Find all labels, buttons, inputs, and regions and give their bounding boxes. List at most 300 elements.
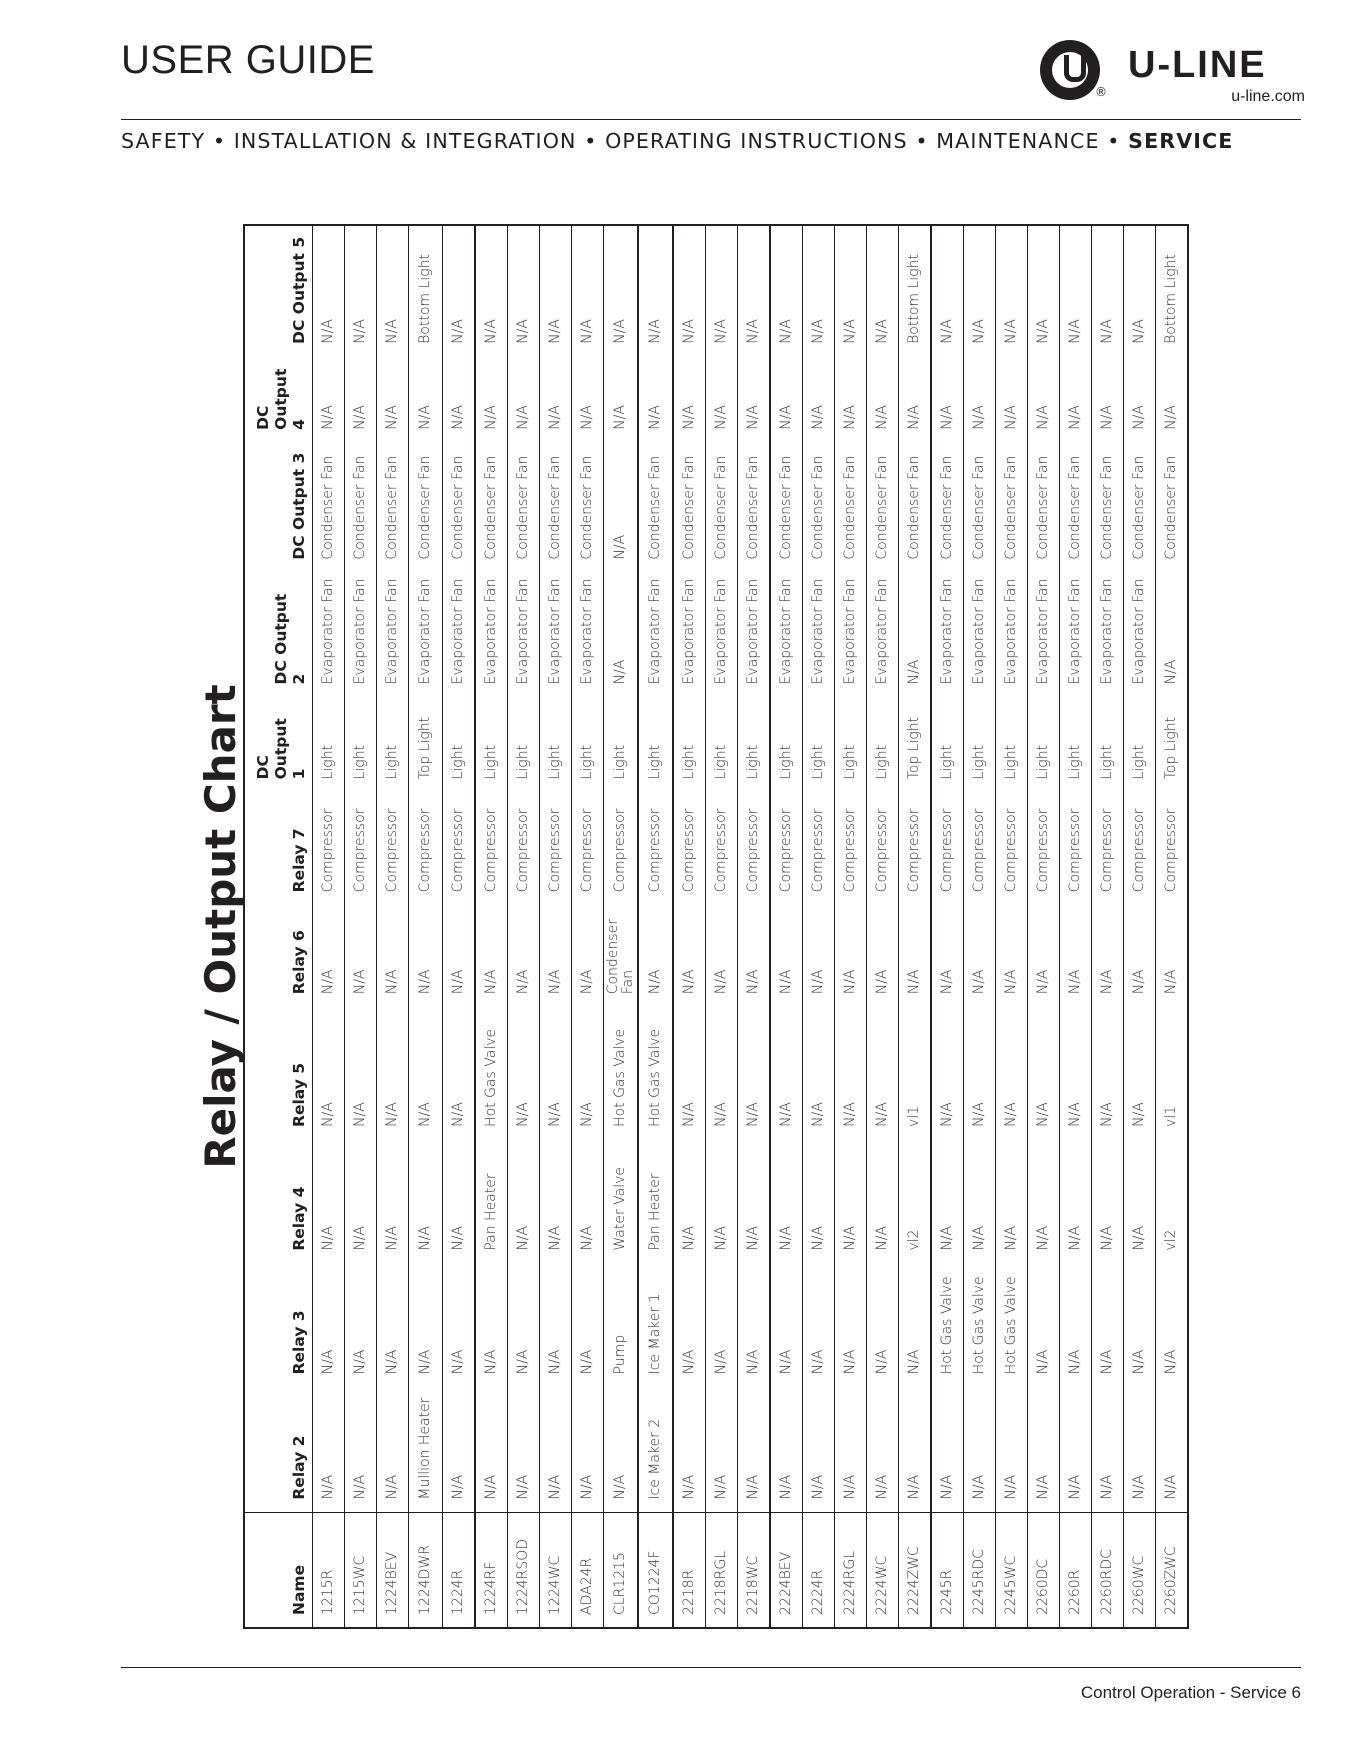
- table-cell: Compressor: [638, 791, 673, 904]
- table-cell: N/A: [377, 1386, 409, 1512]
- table-cell: N/A: [1156, 904, 1189, 1006]
- table-cell: Evaporator Fan: [345, 572, 377, 697]
- model-name-cell: 2260RDC: [1092, 1512, 1124, 1628]
- table-cell: N/A: [313, 1263, 345, 1387]
- table-cell: N/A: [377, 1139, 409, 1263]
- table-cell: N/A: [1092, 1006, 1124, 1139]
- table-cell: N/A: [377, 904, 409, 1006]
- table-row: [1092, 225, 1124, 1628]
- table-cell: N/A: [803, 1139, 835, 1263]
- table-cell: N/A: [770, 1139, 803, 1263]
- table-cell: N/A: [803, 1006, 835, 1139]
- table-cell: Top Light: [409, 696, 443, 791]
- table-cell: Light: [638, 696, 673, 791]
- header-divider: [121, 119, 1301, 120]
- nav-separator: •: [915, 129, 929, 153]
- model-name-cell: 2224RGL: [835, 1512, 867, 1628]
- model-name-cell: 1224RF: [475, 1512, 508, 1628]
- table-cell: N/A: [345, 225, 377, 356]
- table-cell: N/A: [964, 1139, 996, 1263]
- table-cell: Light: [1060, 696, 1092, 791]
- table-cell: N/A: [738, 356, 771, 442]
- table-cell: Compressor: [1028, 791, 1060, 904]
- table-cell: N/A: [1124, 1139, 1156, 1263]
- col-header-relay-3: Relay 3: [244, 1263, 313, 1387]
- table-cell: Hot Gas Valve: [964, 1263, 996, 1387]
- model-name-cell: 1224BEV: [377, 1512, 409, 1628]
- table-cell: N/A: [931, 1386, 964, 1512]
- table-cell: N/A: [1124, 225, 1156, 356]
- table-cell: N/A: [835, 356, 867, 442]
- table-cell: N/A: [572, 356, 604, 442]
- table-cell: Evaporator Fan: [673, 572, 706, 697]
- table-cell: Light: [706, 696, 738, 791]
- table-cell: N/A: [867, 1386, 899, 1512]
- table-cell: N/A: [508, 1263, 540, 1387]
- table-cell: N/A: [1028, 225, 1060, 356]
- table-cell: N/A: [867, 1006, 899, 1139]
- table-cell: N/A: [673, 225, 706, 356]
- table-cell: N/A: [443, 356, 476, 442]
- table-cell: N/A: [899, 1386, 932, 1512]
- table-cell: Evaporator Fan: [964, 572, 996, 697]
- table-cell: Compressor: [1092, 791, 1124, 904]
- brand-name: U-LINE: [1128, 44, 1267, 86]
- table-cell: N/A: [867, 904, 899, 1006]
- table-cell: N/A: [443, 904, 476, 1006]
- table-cell: N/A: [673, 1139, 706, 1263]
- col-header-relay-4: Relay 4: [244, 1139, 313, 1263]
- table-cell: Compressor: [604, 791, 639, 904]
- table-cell: Water Valve: [604, 1139, 639, 1263]
- table-cell: N/A: [572, 1263, 604, 1387]
- nav-item-service: SERVICE: [1128, 129, 1234, 153]
- table-cell: N/A: [770, 356, 803, 442]
- table-cell: vl2: [899, 1139, 932, 1263]
- table-cell: N/A: [1092, 904, 1124, 1006]
- table-cell: N/A: [540, 356, 572, 442]
- table-cell: N/A: [443, 1263, 476, 1387]
- table-cell: N/A: [1124, 904, 1156, 1006]
- nav-item-operating: OPERATING INSTRUCTIONS: [605, 129, 908, 153]
- table-cell: N/A: [738, 1263, 771, 1387]
- table-cell: Light: [803, 696, 835, 791]
- table-cell: N/A: [738, 225, 771, 356]
- table-row: [931, 225, 964, 1628]
- table-cell: Condenser Fan: [770, 442, 803, 572]
- table-row: [508, 225, 540, 1628]
- table-cell: N/A: [835, 1386, 867, 1512]
- table-cell: Compressor: [540, 791, 572, 904]
- table-cell: N/A: [377, 1263, 409, 1387]
- table-cell: Compressor: [996, 791, 1028, 904]
- table-row: [345, 225, 377, 1628]
- table-cell: Condenser Fan: [345, 442, 377, 572]
- table-cell: N/A: [540, 1139, 572, 1263]
- chart-title: Relay / Output Chart: [196, 684, 245, 1169]
- table-cell: N/A: [770, 1263, 803, 1387]
- table-cell: N/A: [345, 1263, 377, 1387]
- table-cell: Light: [867, 696, 899, 791]
- table-row: [377, 225, 409, 1628]
- table-cell: Compressor: [572, 791, 604, 904]
- table-cell: Compressor: [964, 791, 996, 904]
- table-cell: N/A: [443, 1006, 476, 1139]
- table-cell: N/A: [508, 1386, 540, 1512]
- model-name-cell: 2245RDC: [964, 1512, 996, 1628]
- table-cell: Compressor: [313, 791, 345, 904]
- model-name-cell: 1224WC: [540, 1512, 572, 1628]
- table-row: [1124, 225, 1156, 1628]
- footer-divider: [121, 1667, 1301, 1668]
- model-name-cell: CLR1215: [604, 1512, 639, 1628]
- table-cell: N/A: [1092, 1386, 1124, 1512]
- table-cell: N/A: [1060, 1386, 1092, 1512]
- table-cell: N/A: [409, 1263, 443, 1387]
- u-line-logo: [1040, 38, 1305, 108]
- table-cell: N/A: [1092, 356, 1124, 442]
- table-cell: N/A: [345, 1139, 377, 1263]
- table-cell: N/A: [1060, 904, 1092, 1006]
- table-cell: N/A: [835, 1139, 867, 1263]
- table-cell: N/A: [313, 1386, 345, 1512]
- table-row: [867, 225, 899, 1628]
- table-row: [706, 225, 738, 1628]
- table-cell: Light: [572, 696, 604, 791]
- model-name-cell: 2218R: [673, 1512, 706, 1628]
- table-cell: N/A: [899, 572, 932, 697]
- table-cell: Evaporator Fan: [1124, 572, 1156, 697]
- table-cell: N/A: [996, 356, 1028, 442]
- table-cell: N/A: [964, 1006, 996, 1139]
- table-cell: Condenser Fan: [867, 442, 899, 572]
- table-cell: N/A: [443, 225, 476, 356]
- table-cell: N/A: [409, 356, 443, 442]
- table-cell: N/A: [604, 225, 639, 356]
- table-cell: N/A: [572, 1139, 604, 1263]
- table-cell: Evaporator Fan: [572, 572, 604, 697]
- table-cell: Hot Gas Valve: [475, 1006, 508, 1139]
- table-cell: vl1: [1156, 1006, 1189, 1139]
- nav-separator: •: [212, 129, 227, 153]
- table-row: [638, 225, 673, 1628]
- table-cell: N/A: [1156, 1263, 1189, 1387]
- table-cell: Evaporator Fan: [931, 572, 964, 697]
- table-cell: N/A: [706, 1386, 738, 1512]
- table-cell: N/A: [475, 1386, 508, 1512]
- table-cell: Compressor: [835, 791, 867, 904]
- table-cell: Compressor: [508, 791, 540, 904]
- table-cell: Condenser Fan: [931, 442, 964, 572]
- table-cell: Light: [508, 696, 540, 791]
- table-cell: Light: [604, 696, 639, 791]
- col-header-dc-output-1: DC Output 1: [244, 696, 313, 791]
- table-row: [572, 225, 604, 1628]
- table-cell: Condenser Fan: [604, 904, 639, 1006]
- table-cell: N/A: [572, 1386, 604, 1512]
- col-header-relay-6: Relay 6: [244, 904, 313, 1006]
- table-cell: N/A: [1092, 1263, 1124, 1387]
- table-cell: Compressor: [1060, 791, 1092, 904]
- table-cell: N/A: [377, 1006, 409, 1139]
- table-cell: N/A: [706, 225, 738, 356]
- table-cell: N/A: [1028, 1263, 1060, 1387]
- table-cell: Light: [443, 696, 476, 791]
- table-cell: Condenser Fan: [313, 442, 345, 572]
- table-cell: Compressor: [803, 791, 835, 904]
- table-cell: Bottom Light: [899, 225, 932, 356]
- table-cell: Light: [738, 696, 771, 791]
- table-cell: Hot Gas Valve: [996, 1263, 1028, 1387]
- table-cell: N/A: [638, 356, 673, 442]
- table-header-row: [244, 225, 313, 1628]
- table-cell: Condenser Fan: [638, 442, 673, 572]
- model-name-cell: 2224BEV: [770, 1512, 803, 1628]
- table-cell: Evaporator Fan: [475, 572, 508, 697]
- table-cell: N/A: [770, 225, 803, 356]
- table-cell: N/A: [738, 1386, 771, 1512]
- table-cell: Evaporator Fan: [706, 572, 738, 697]
- table-cell: Condenser Fan: [706, 442, 738, 572]
- table-cell: Bottom Light: [1156, 225, 1189, 356]
- table-cell: N/A: [964, 904, 996, 1006]
- table-cell: Condenser Fan: [996, 442, 1028, 572]
- table-cell: N/A: [475, 225, 508, 356]
- table-cell: N/A: [931, 1006, 964, 1139]
- table-cell: Evaporator Fan: [996, 572, 1028, 697]
- table-cell: Compressor: [345, 791, 377, 904]
- model-name-cell: 1224DWR: [409, 1512, 443, 1628]
- table-cell: Evaporator Fan: [409, 572, 443, 697]
- table-cell: N/A: [1092, 1139, 1124, 1263]
- table-cell: Evaporator Fan: [1028, 572, 1060, 697]
- table-cell: Condenser Fan: [409, 442, 443, 572]
- table-cell: N/A: [803, 1263, 835, 1387]
- table-cell: N/A: [964, 1386, 996, 1512]
- table-cell: N/A: [673, 1386, 706, 1512]
- table-cell: N/A: [638, 225, 673, 356]
- table-row: [1060, 225, 1092, 1628]
- table-cell: N/A: [1124, 1386, 1156, 1512]
- table-cell: N/A: [540, 1263, 572, 1387]
- table-cell: N/A: [409, 904, 443, 1006]
- table-cell: Evaporator Fan: [377, 572, 409, 697]
- table-cell: N/A: [996, 904, 1028, 1006]
- table-cell: Condenser Fan: [673, 442, 706, 572]
- model-name-cell: CO1224F: [638, 1512, 673, 1628]
- table-cell: N/A: [1060, 356, 1092, 442]
- table-cell: N/A: [1028, 1006, 1060, 1139]
- table-cell: Compressor: [738, 791, 771, 904]
- table-cell: N/A: [706, 1263, 738, 1387]
- table-cell: Evaporator Fan: [770, 572, 803, 697]
- table-row: [738, 225, 771, 1628]
- table-cell: N/A: [931, 904, 964, 1006]
- table-cell: N/A: [1156, 572, 1189, 697]
- model-name-cell: 2224ZWC: [899, 1512, 932, 1628]
- table-cell: N/A: [706, 904, 738, 1006]
- table-cell: N/A: [572, 904, 604, 1006]
- table-cell: Condenser Fan: [964, 442, 996, 572]
- table-cell: N/A: [313, 904, 345, 1006]
- model-name-cell: 1224RSOD: [508, 1512, 540, 1628]
- table-cell: N/A: [475, 356, 508, 442]
- table-cell: N/A: [1028, 1139, 1060, 1263]
- table-cell: N/A: [1092, 225, 1124, 356]
- table-row: [770, 225, 803, 1628]
- table-cell: N/A: [604, 572, 639, 697]
- table-cell: N/A: [738, 1139, 771, 1263]
- model-name-cell: 2260DC: [1028, 1512, 1060, 1628]
- model-name-cell: ADA24R: [572, 1512, 604, 1628]
- table-cell: N/A: [508, 904, 540, 1006]
- table-cell: N/A: [738, 1006, 771, 1139]
- table-cell: Light: [673, 696, 706, 791]
- table-cell: Evaporator Fan: [638, 572, 673, 697]
- table-cell: Condenser Fan: [835, 442, 867, 572]
- table-cell: N/A: [899, 356, 932, 442]
- table-cell: Compressor: [409, 791, 443, 904]
- table-cell: N/A: [1124, 1006, 1156, 1139]
- table-cell: N/A: [964, 356, 996, 442]
- col-header-relay-5: Relay 5: [244, 1006, 313, 1139]
- nav-separator: •: [1107, 129, 1121, 153]
- table-cell: N/A: [1060, 225, 1092, 356]
- table-cell: Compressor: [1156, 791, 1189, 904]
- table-cell: N/A: [377, 356, 409, 442]
- table-cell: N/A: [475, 904, 508, 1006]
- table-cell: N/A: [1156, 356, 1189, 442]
- table-cell: N/A: [313, 225, 345, 356]
- table-cell: N/A: [803, 356, 835, 442]
- model-name-cell: 2260WC: [1124, 1512, 1156, 1628]
- col-header-relay-2: Relay 2: [244, 1386, 313, 1512]
- table-cell: N/A: [508, 1139, 540, 1263]
- col-header-dc-output-5: DC Output 5: [244, 225, 313, 356]
- table-cell: N/A: [803, 904, 835, 1006]
- table-cell: Compressor: [443, 791, 476, 904]
- table-cell: N/A: [1156, 1386, 1189, 1512]
- table-cell: Condenser Fan: [1060, 442, 1092, 572]
- model-name-cell: 1215R: [313, 1512, 345, 1628]
- table-cell: N/A: [604, 1386, 639, 1512]
- table-cell: Evaporator Fan: [443, 572, 476, 697]
- table-cell: N/A: [443, 1386, 476, 1512]
- registered-mark: ®: [1095, 85, 1107, 99]
- table-cell: N/A: [1124, 356, 1156, 442]
- table-cell: Condenser Fan: [1156, 442, 1189, 572]
- table-cell: N/A: [867, 225, 899, 356]
- table-cell: N/A: [540, 1006, 572, 1139]
- table-cell: Compressor: [377, 791, 409, 904]
- table-cell: Bottom Light: [409, 225, 443, 356]
- table-cell: N/A: [931, 225, 964, 356]
- table-cell: Light: [345, 696, 377, 791]
- table-cell: Compressor: [475, 791, 508, 904]
- website: u-line.com: [1231, 88, 1305, 105]
- table-cell: N/A: [996, 1386, 1028, 1512]
- table-cell: Light: [540, 696, 572, 791]
- page-footer: Control Operation - Service 6: [1080, 1683, 1301, 1702]
- table-cell: N/A: [964, 225, 996, 356]
- table-cell: Pump: [604, 1263, 639, 1387]
- table-cell: N/A: [1028, 1386, 1060, 1512]
- table-row: [964, 225, 996, 1628]
- table-cell: Light: [313, 696, 345, 791]
- table-cell: N/A: [572, 1006, 604, 1139]
- table-cell: Compressor: [770, 791, 803, 904]
- rotated-chart: [196, 224, 1196, 1629]
- table-cell: N/A: [1060, 1006, 1092, 1139]
- table-cell: Hot Gas Valve: [638, 1006, 673, 1139]
- table-cell: N/A: [604, 356, 639, 442]
- table-cell: N/A: [706, 1139, 738, 1263]
- table-cell: N/A: [673, 1263, 706, 1387]
- model-name-cell: 2218RGL: [706, 1512, 738, 1628]
- table-cell: Condenser Fan: [1124, 442, 1156, 572]
- table-cell: Condenser Fan: [508, 442, 540, 572]
- table-cell: N/A: [996, 225, 1028, 356]
- table-row: [475, 225, 508, 1628]
- table-cell: Light: [475, 696, 508, 791]
- table-cell: N/A: [409, 1006, 443, 1139]
- nav-separator: •: [584, 129, 598, 153]
- table-row: [540, 225, 572, 1628]
- table-cell: Hot Gas Valve: [604, 1006, 639, 1139]
- table-cell: Compressor: [1124, 791, 1156, 904]
- table-cell: N/A: [604, 442, 639, 572]
- table-cell: Light: [964, 696, 996, 791]
- table-cell: Condenser Fan: [475, 442, 508, 572]
- table-cell: N/A: [1028, 904, 1060, 1006]
- table-cell: N/A: [1060, 1263, 1092, 1387]
- logo-u-glyph: [1064, 55, 1086, 82]
- table-cell: N/A: [931, 356, 964, 442]
- table-cell: N/A: [508, 225, 540, 356]
- page-title: USER GUIDE: [121, 38, 375, 82]
- table-cell: N/A: [540, 1386, 572, 1512]
- table-cell: N/A: [540, 225, 572, 356]
- table-cell: N/A: [508, 1006, 540, 1139]
- model-name-cell: 2245R: [931, 1512, 964, 1628]
- model-name-cell: 2224R: [803, 1512, 835, 1628]
- table-cell: N/A: [409, 1139, 443, 1263]
- table-cell: vl1: [899, 1006, 932, 1139]
- table-row: [835, 225, 867, 1628]
- nav-item-safety: SAFETY: [121, 129, 206, 153]
- table-cell: Top Light: [899, 696, 932, 791]
- table-row: [443, 225, 476, 1628]
- table-cell: Condenser Fan: [1092, 442, 1124, 572]
- table-cell: N/A: [673, 904, 706, 1006]
- table-cell: N/A: [540, 904, 572, 1006]
- table-cell: N/A: [345, 1386, 377, 1512]
- table-cell: Light: [1028, 696, 1060, 791]
- table-cell: Condenser Fan: [899, 442, 932, 572]
- table-cell: N/A: [313, 1006, 345, 1139]
- table-cell: Evaporator Fan: [835, 572, 867, 697]
- table-cell: N/A: [1028, 356, 1060, 442]
- table-cell: N/A: [345, 1006, 377, 1139]
- table-cell: N/A: [803, 1386, 835, 1512]
- table-cell: N/A: [706, 1006, 738, 1139]
- table-cell: N/A: [835, 1006, 867, 1139]
- table-cell: Evaporator Fan: [508, 572, 540, 697]
- table-cell: Light: [996, 696, 1028, 791]
- table-cell: Evaporator Fan: [313, 572, 345, 697]
- table-cell: N/A: [673, 356, 706, 442]
- table-cell: N/A: [377, 225, 409, 356]
